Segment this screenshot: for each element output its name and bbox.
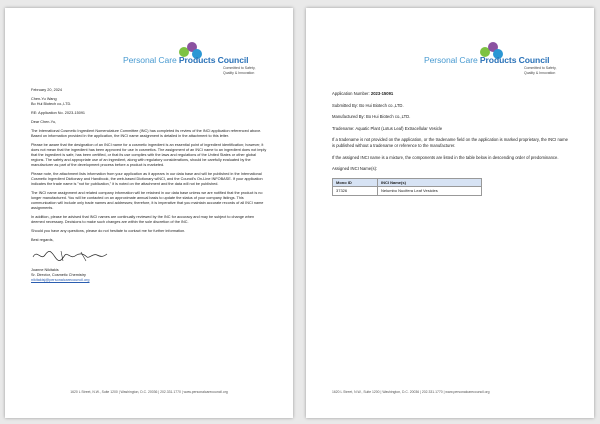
column-header-inci-name: INCI Name(s) [378,178,482,187]
application-number: Application Number: 2023-15091 [332,91,394,96]
signer-name: Joanne Nikitakis [31,268,59,272]
manufactured-by: Manufactured By: Bo Hui Biotech co.,LTD. [332,114,411,120]
logo-name: Personal Care Products Council [424,55,550,65]
submitted-by: Submitted By: Bo Hui Biotech co.,LTD. [332,102,404,108]
salutation: Dear Chen-Yu, [31,120,57,124]
paragraph-4: The INCI name assignment and related company information will be retained in our data base unless we are notified that the product is no longer manufactured. You will be contacted on an approximate annual basis to update the status of your company listings. This communication will include only trade names and addresses; therefore, it is imperative that you maintain accurate records of all INCI name assignments. [31,191,264,210]
attachment-body [332,91,572,196]
inci-table [332,178,482,196]
attachment-page [306,8,594,418]
pcpc-logo [424,42,574,82]
recipient-company: Bo Hui Biotech co.,LTD. [31,102,72,106]
letter-date: February 20, 2024 [31,88,63,92]
signature-image [31,247,267,265]
paragraph-2: Please be aware that the designation of an INCI name for a cosmetic ingredient is an essential point of ingredient identification; however, it does not mean that the ingredient has been approved for use in cosmetics. The assignment of an INCI name to an ingredient does not imply that the ingredient is safe, has been certified, or that its use complies with the laws and regulations of the United States or other global regions. The safety and appropriate use of an ingredient, along with regulatory considerations, should be carefully evaluated by the manufacturer as part of the development process before a product is marketed. [31,143,267,167]
re-line: RE: Application No. 2023-15091 [31,111,86,115]
table-row [333,187,482,196]
cell-inci-name: Nelumbo Nucifera Leaf Vesicles [378,187,482,196]
closing: Best regards, [31,238,54,242]
assigned-label: Assigned INCI Name(s): [332,166,378,172]
column-header-mono-id: Mono ID [333,178,378,187]
signer-email-link[interactable]: nikitakisj@personalcarecouncil.org [31,278,90,282]
page-footer: 1620 L Street, N.W., Suite 1200 | Washington, D.C. 20036 | 202.331.1770 | www.personalcarecouncil.org [332,390,490,394]
page-footer: 1620 L Street, N.W., Suite 1200 | Washington, D.C. 20036 | 202.331.1770 | www.personalcarecouncil.org [70,390,228,394]
paragraph-5: In addition, please be advised that INCI names are continually reviewed by the INC for accuracy and may be subject to change when deemed necessary. Decisions to make such changes are within the sole discretion of the INC. [31,215,255,224]
logo-name: Personal Care Products Council [123,55,249,65]
recipient-name: Chen-Yu Wang [31,97,57,101]
note-tradename: If a tradename is not provided on the application, or the tradename field on the application is marked proprietary, the INCI name is published without a tradename or reference to the manufacturer. [332,137,568,148]
letter-page [5,8,293,418]
table-header-row [333,178,482,187]
letter-body [31,88,267,287]
logo-tagline: Committed to Safety, Quality & Innovation [524,66,557,75]
logo-tagline: Committed to Safety, Quality & Innovation [223,66,256,75]
paragraph-3: Please note, the attachment lists information from your application as it appears in our data base and will be published in the International Cosmetic Ingredient Dictionary and Handbook, the web-based Dictionary wINCI, and the Council's On-Line INFOBASE. If your application indicates the trade name is "not for publication," it is noted on the attachment and the data will not be published. [31,172,263,186]
pcpc-logo [123,42,273,82]
note-mixture: If the assigned INCI name is a mixture, the components are listed in the table below in descending order of predominance. [332,154,559,160]
tradename: Tradename: Aquatic Plant (Lotus Leaf) Extracellular Vesicle [332,125,443,131]
signer-title: Sr. Director, Cosmetic Chemistry [31,273,86,277]
paragraph-6: Should you have any questions, please do not hesitate to contact me for further information. [31,229,186,233]
paragraph-1: The International Cosmetic Ingredient Nomenclature Committee (INC) has completed its review of the INCI application referenced above. Based on information provided in the application, the INCI name assignment is detailed in the attachment to this letter. [31,129,262,138]
cell-mono-id: 37326 [333,187,378,196]
